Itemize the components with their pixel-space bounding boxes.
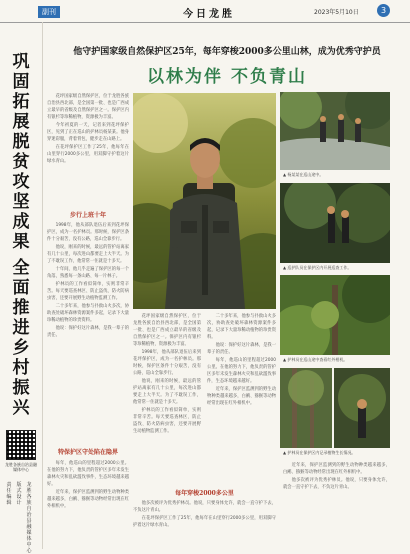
photo-camera-check xyxy=(280,275,390,355)
article-column-5: 近年来，保护区监测到的野生动物种类越来越多，白鹇、猕猴等动物经常出现在红外相机中。 他多次被评为优秀护林员。他说，只要身体允许，就会一直守护下去，不负这片青山。 xyxy=(283,463,390,490)
photo-caption: ▲ 巡护队员在保护区内开展巡查工作。 xyxy=(283,265,352,270)
camera-check-image xyxy=(280,275,390,355)
section-tag: 副刊 xyxy=(38,6,60,18)
issue-date: 2023年5月10日 xyxy=(314,9,359,16)
photo-caption: ▲ 护林员在保护区内记录植物生长情况。 xyxy=(283,450,356,455)
photo-team-forest xyxy=(280,183,390,263)
article-column-1c: 每年，他巡山的里程超过2000公里。在他的努力下，他负责的管护区多年未发生森林火灾和乱砍滥伐事件，生态环境越来越好。 近年来，保护区监测到的野生动物种类越来越多，白鹇、猕猴等动物经常出现在红外相机中。 xyxy=(47,461,129,509)
article-main-title: 以林为伴 不负青山 xyxy=(147,67,307,87)
photo-trees xyxy=(280,368,332,448)
team-forest-image xyxy=(280,183,390,263)
slogan-1: 巩固拓展脱贫攻坚成果 xyxy=(12,52,30,252)
info-line: 版式设计 xyxy=(16,482,22,506)
article-column-4: 他多次被评为优秀护林员。他说，只要身体允许，就会一直守护下去，不负这片青山。 在花坪保护区工作了25年，他每年在山里穿行2000多公里，用双脚守护着这片绿水青山。 xyxy=(133,501,276,528)
plant-record-image xyxy=(334,368,390,448)
article-column-2: 花坪国家级自然保护区，位于龙胜各族自治县西北部，是全国第一批、也是广西成立最早的省级及自然保护区之一。保护区内有银杉等珍稀植物，资源极为丰富。 1998年，他从部队退伍后来到花坪保护区，成为一名护林员。那时候，保护区条件十分艰苦，没有公路，巡山全靠步行。 他说，刚来的时候，最远的管护站离家有几十公里，每次进山都要走上大半天。为了不耽误工作，他常常一住就是十多天。 护林员的工作看似简单，实则非常辛苦。每天要巡查林区、防止盗伐、防火防病虫害，还要开展野生动植物监测工作。 xyxy=(133,314,201,434)
qr-code-icon[interactable] xyxy=(6,430,36,460)
photo-caption: ▲ 杨某某在巡山途中。 xyxy=(283,172,324,177)
subhead-1: 步行上班十年 xyxy=(69,212,106,219)
trees-image xyxy=(280,368,332,448)
main-photo-ranger xyxy=(133,93,276,309)
photo-stream-patrol xyxy=(280,92,390,170)
qr-caption: 龙胜各族自治县融媒体中心 xyxy=(5,462,37,472)
stream-patrol-image xyxy=(280,92,390,170)
page-header xyxy=(0,0,410,23)
article-column-1b: 1998年，他从部队退伍后来到花坪保护区，成为一名护林员。那时候，保护区条件十分艰苦，没有公路，巡山全靠步行。 他说，刚来的时候，最远的管护站离家有几十公里，每次进山都要走上大半天。为了不耽误工作，他常常一住就是十多天。 十年间，他几乎走遍了保护区的每一个角落，熟悉每一条山路、每一片林子。 护林员的工作看似简单，实则非常辛苦。每天要巡查林区、防止盗伐、防火防病虫害，还要开展野生动植物监测工作。 二十多年来，他参与扑救山火多次，协助查处破坏森林资源案件多起，记录下大量珍稀动植物的珍贵资料。 他说：保护好这片森林，是我一辈子的责任。 xyxy=(47,223,129,338)
page-number: 3 xyxy=(377,4,390,17)
article-column-3: 二十多年来，他参与扑救山火多次，协助查处破坏森林资源案件多起，记录下大量珍稀动植物的珍贵资料。 他说：保护好这片森林，是我一辈子的责任。 每年，他巡山的里程超过2000公里。在他的努力下，他负责的管护区多年未发生森林火灾和乱砍滥伐事件，生态环境越来越好。 近年来，保护区监测到的野生动物种类越来越多，白鹇、猕猴等动物经常出现在红外相机中。 xyxy=(207,314,276,406)
article-headline: 他守护国家级自然保护区25年，每年穿梭2000多公里山林，成为优秀守护员 xyxy=(73,47,381,57)
photo-caption: ▲ 护林员在巡山途中查看红外相机。 xyxy=(283,357,348,362)
info-line: 责任编辑 xyxy=(6,482,12,506)
paper-name: 今日龙胜 xyxy=(183,9,235,20)
subhead-3: 每年穿梭2000多公里 xyxy=(175,490,234,497)
article-column-1: 花坪国家级自然保护区，位于龙胜各族自治县西北部，是全国第一批、也是广西成立最早的省级及自然保护区之一。保护区内有银杉等珍稀植物，资源极为丰富。 今年初夏的一天，记者来到花坪保护区，见到了正在巡山的护林员杨某某。他身穿迷彩服，背着背包，健步走在山路上。 在花坪保护区工作了25年，他每年在山里穿行2000多公里，用双脚守护着这片绿水青山。 xyxy=(47,94,129,164)
slogan-2: 全面推进乡村振兴 xyxy=(12,258,30,418)
info-line: 龙胜各族自治县融媒体中心 xyxy=(26,482,32,554)
left-slogan-bar xyxy=(0,22,43,554)
subhead-2: 特保护区守处陷在隐界 xyxy=(57,449,118,456)
photo-plant-record xyxy=(334,368,390,448)
ranger-portrait xyxy=(133,93,276,309)
